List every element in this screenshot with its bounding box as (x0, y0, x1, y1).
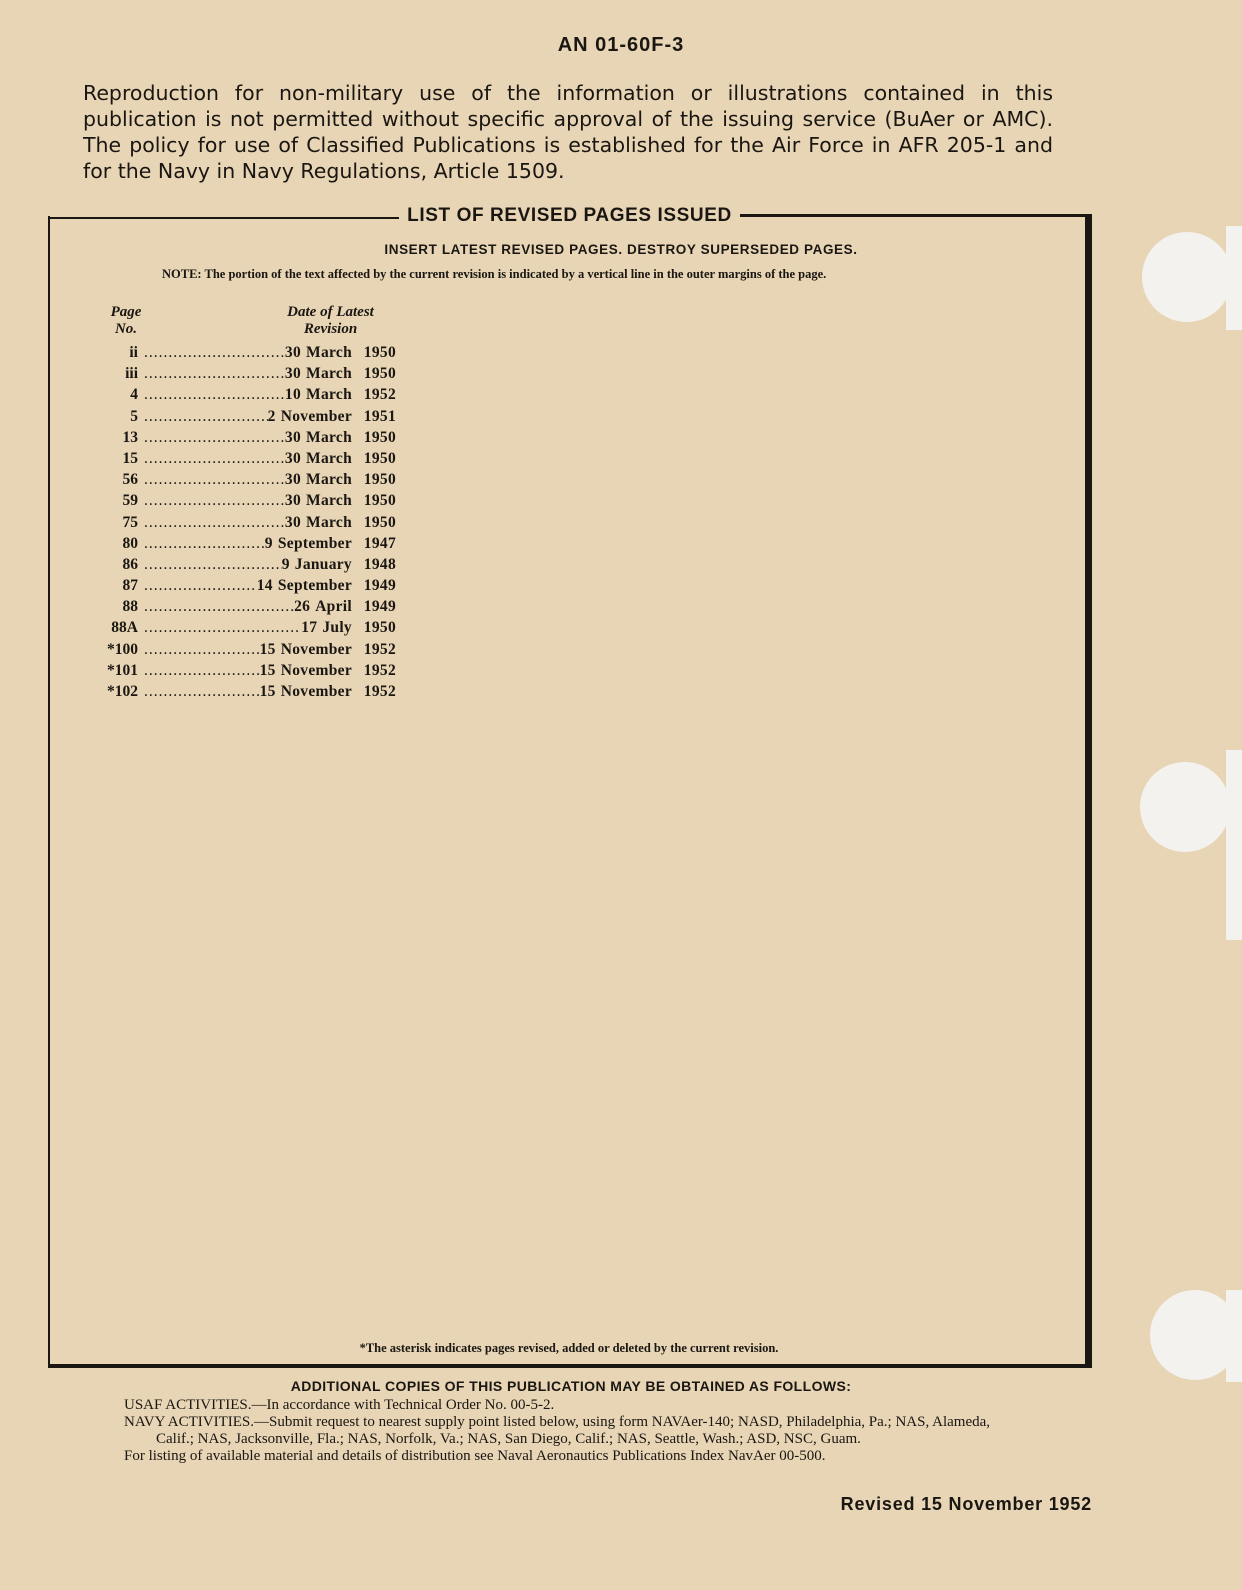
revised-page-row (96, 662, 396, 683)
dot-leader (144, 344, 285, 362)
revision-date (268, 408, 396, 426)
revised-date: Revised 15 November 1952 (840, 1494, 1092, 1514)
revision-date (257, 577, 396, 595)
insert-instruction: INSERT LATEST REVISED PAGES. DESTROY SUPERSEDED PAGES. (384, 242, 858, 257)
revision-date (285, 471, 396, 489)
dot-leader (144, 492, 285, 510)
reproduction-notice: Reproduction for non-military use of the information or illustrations contained in this publication is not permitted without specific approval of the issuing service (BuAer or AMC). The policy for use of Classified Publications is established for the Air Force in AFR 205-1 and for the Navy in Navy Regulations, Article 1509. (83, 81, 1053, 183)
revised-page-row (96, 408, 396, 429)
revision-month: November (280, 407, 352, 425)
revision-day: 2 (267, 407, 276, 425)
revision-year: 1950 (363, 344, 396, 361)
dot-leader (144, 662, 260, 680)
revision-year: 1950 (363, 365, 396, 383)
page-number: *100 (107, 640, 138, 658)
page-no-column-header: Page No. (110, 304, 142, 337)
page-number: 88A (111, 619, 138, 637)
revision-year: 1950 (363, 428, 396, 446)
revision-day: 30 (284, 492, 302, 510)
dot-leader (144, 556, 282, 574)
punch-hole-middle (1140, 762, 1230, 852)
dot-leader (144, 450, 285, 468)
dot-leader (144, 598, 294, 616)
date-column-header: Date of Latest Revision (287, 304, 374, 337)
revision-month: March (306, 428, 352, 446)
revision-day: 14 (256, 577, 273, 595)
revised-page-row (96, 641, 396, 662)
revision-year: 1948 (363, 555, 396, 573)
page-number: 75 (122, 513, 138, 531)
revision-day: 30 (284, 428, 302, 446)
dot-leader (144, 641, 260, 659)
punch-hole-top (1142, 232, 1232, 322)
additional-copies-text (124, 1397, 1024, 1465)
dot-leader (144, 471, 285, 489)
revision-date (294, 598, 396, 616)
revision-month: July (322, 619, 352, 637)
page-number: 4 (130, 386, 138, 404)
revision-month: January (294, 555, 352, 573)
revised-page-row (96, 344, 396, 365)
revision-date (282, 556, 396, 574)
page-number: iii (125, 365, 138, 383)
revision-day: 17 (301, 619, 318, 637)
revision-year: 1947 (363, 534, 396, 552)
title-rule-left (48, 217, 399, 219)
revision-month: March (306, 449, 352, 467)
revision-date (285, 492, 396, 510)
page-number: 15 (122, 449, 138, 467)
page-number: 86 (122, 555, 138, 573)
listing-note: For listing of available material and details of distribution see Naval Aeronautics Publications Index NavAer 00-500. (124, 1448, 826, 1464)
revision-year: 1950 (363, 513, 396, 531)
revision-year: 1951 (363, 407, 396, 425)
revision-day: 30 (284, 344, 302, 361)
revision-day: 10 (284, 386, 302, 404)
revised-page-row (96, 683, 396, 704)
dot-leader (144, 408, 268, 426)
edge-tear-middle (1226, 750, 1242, 940)
revised-page-row (96, 535, 396, 556)
revised-page-row (96, 598, 396, 619)
revised-page-row (96, 365, 396, 386)
dot-leader (144, 386, 285, 404)
dot-leader (144, 683, 260, 701)
revision-date (260, 641, 396, 659)
page-number: 80 (122, 534, 138, 552)
additional-copies-title: ADDITIONAL COPIES OF THIS PUBLICATION MAY BE OBTAINED AS FOLLOWS: (290, 1378, 852, 1394)
revision-month: April (315, 598, 352, 616)
revision-year: 1950 (363, 492, 396, 510)
revision-date (285, 365, 396, 383)
dot-leader (144, 577, 257, 595)
revision-month: November (280, 683, 352, 700)
page-number: ii (129, 344, 138, 361)
revision-month: September (277, 577, 352, 595)
revision-month: March (306, 471, 352, 489)
revision-year: 1952 (363, 683, 396, 700)
revision-note: NOTE: The portion of the text affected by the current revision is indicated by a vertical line in the outer margins of the page. (162, 267, 827, 281)
revision-day: 30 (284, 449, 302, 467)
revised-page-row (96, 429, 396, 450)
revised-page-row (96, 619, 396, 640)
dot-leader (144, 619, 301, 637)
revision-date (301, 619, 396, 637)
revised-page-row (96, 471, 396, 492)
revised-pages-list (96, 344, 396, 704)
revision-date (285, 514, 396, 532)
dot-leader (144, 365, 285, 383)
revision-day: 26 (294, 598, 311, 616)
revision-day: 30 (284, 513, 302, 531)
revised-page-row (96, 492, 396, 513)
revision-year: 1950 (363, 449, 396, 467)
revised-page-row (96, 577, 396, 598)
revision-year: 1952 (363, 661, 396, 679)
page-number: 13 (122, 428, 138, 446)
revision-day: 9 (264, 534, 273, 552)
revision-year: 1952 (363, 640, 396, 658)
usaf-activities: USAF ACTIVITIES.—In accordance with Technical Order No. 00-5-2. (124, 1397, 555, 1413)
revision-month: November (280, 640, 352, 658)
dot-leader (144, 535, 265, 553)
revision-date (285, 386, 396, 404)
revised-page-row (96, 386, 396, 407)
revision-date (285, 344, 396, 362)
page-number: *102 (107, 683, 138, 700)
revised-page-row (96, 450, 396, 471)
revision-date (260, 662, 396, 680)
revision-day: 15 (259, 640, 276, 658)
page-number: 88 (122, 598, 138, 616)
revision-date (265, 535, 396, 553)
revised-pages-title: LIST OF REVISED PAGES ISSUED (407, 205, 732, 226)
edge-tear-top (1226, 226, 1242, 330)
revision-year: 1949 (363, 577, 396, 595)
revised-page-row (96, 514, 396, 535)
revision-month: March (306, 492, 352, 510)
page-number: 59 (122, 492, 138, 510)
revision-month: March (306, 386, 352, 404)
revision-date (260, 683, 396, 701)
page-number: 5 (130, 407, 138, 425)
revision-year: 1950 (363, 471, 396, 489)
revision-month: March (306, 365, 352, 383)
revision-date (285, 429, 396, 447)
revision-year: 1949 (363, 598, 396, 616)
revision-month: November (280, 661, 352, 679)
revision-date (285, 450, 396, 468)
navy-activities: NAVY ACTIVITIES.—Submit request to nearest supply point listed below, using form NAVAer-140; NASD, Philadelphia, Pa.; NAS, Alameda, Calif.; NAS, Jacksonville, Fla.; NAS, Norfolk, Va.; NAS, San Diego, Calif.; NAS, Seattle, Wash.; ASD, NSC, Guam. (124, 1414, 991, 1447)
publication-number: AN 01-60F-3 (557, 34, 685, 56)
revision-day: 9 (281, 555, 290, 573)
revision-year: 1952 (363, 386, 396, 404)
page-number: 56 (122, 471, 138, 489)
revision-day: 15 (259, 661, 276, 679)
revision-month: March (306, 344, 352, 361)
revision-day: 15 (259, 683, 276, 700)
revised-page-row (96, 556, 396, 577)
revision-year: 1950 (363, 619, 396, 637)
revision-day: 30 (284, 365, 302, 383)
edge-tear-bottom (1226, 1290, 1242, 1382)
asterisk-note: *The asterisk indicates pages revised, added or deleted by the current revision. (359, 1341, 779, 1355)
title-rule-right (740, 214, 1092, 217)
revision-month: September (277, 534, 352, 552)
revision-month: March (306, 513, 352, 531)
dot-leader (144, 514, 285, 532)
page-number: *101 (107, 661, 138, 679)
page-number: 87 (122, 577, 138, 595)
dot-leader (144, 429, 285, 447)
revision-day: 30 (284, 471, 302, 489)
